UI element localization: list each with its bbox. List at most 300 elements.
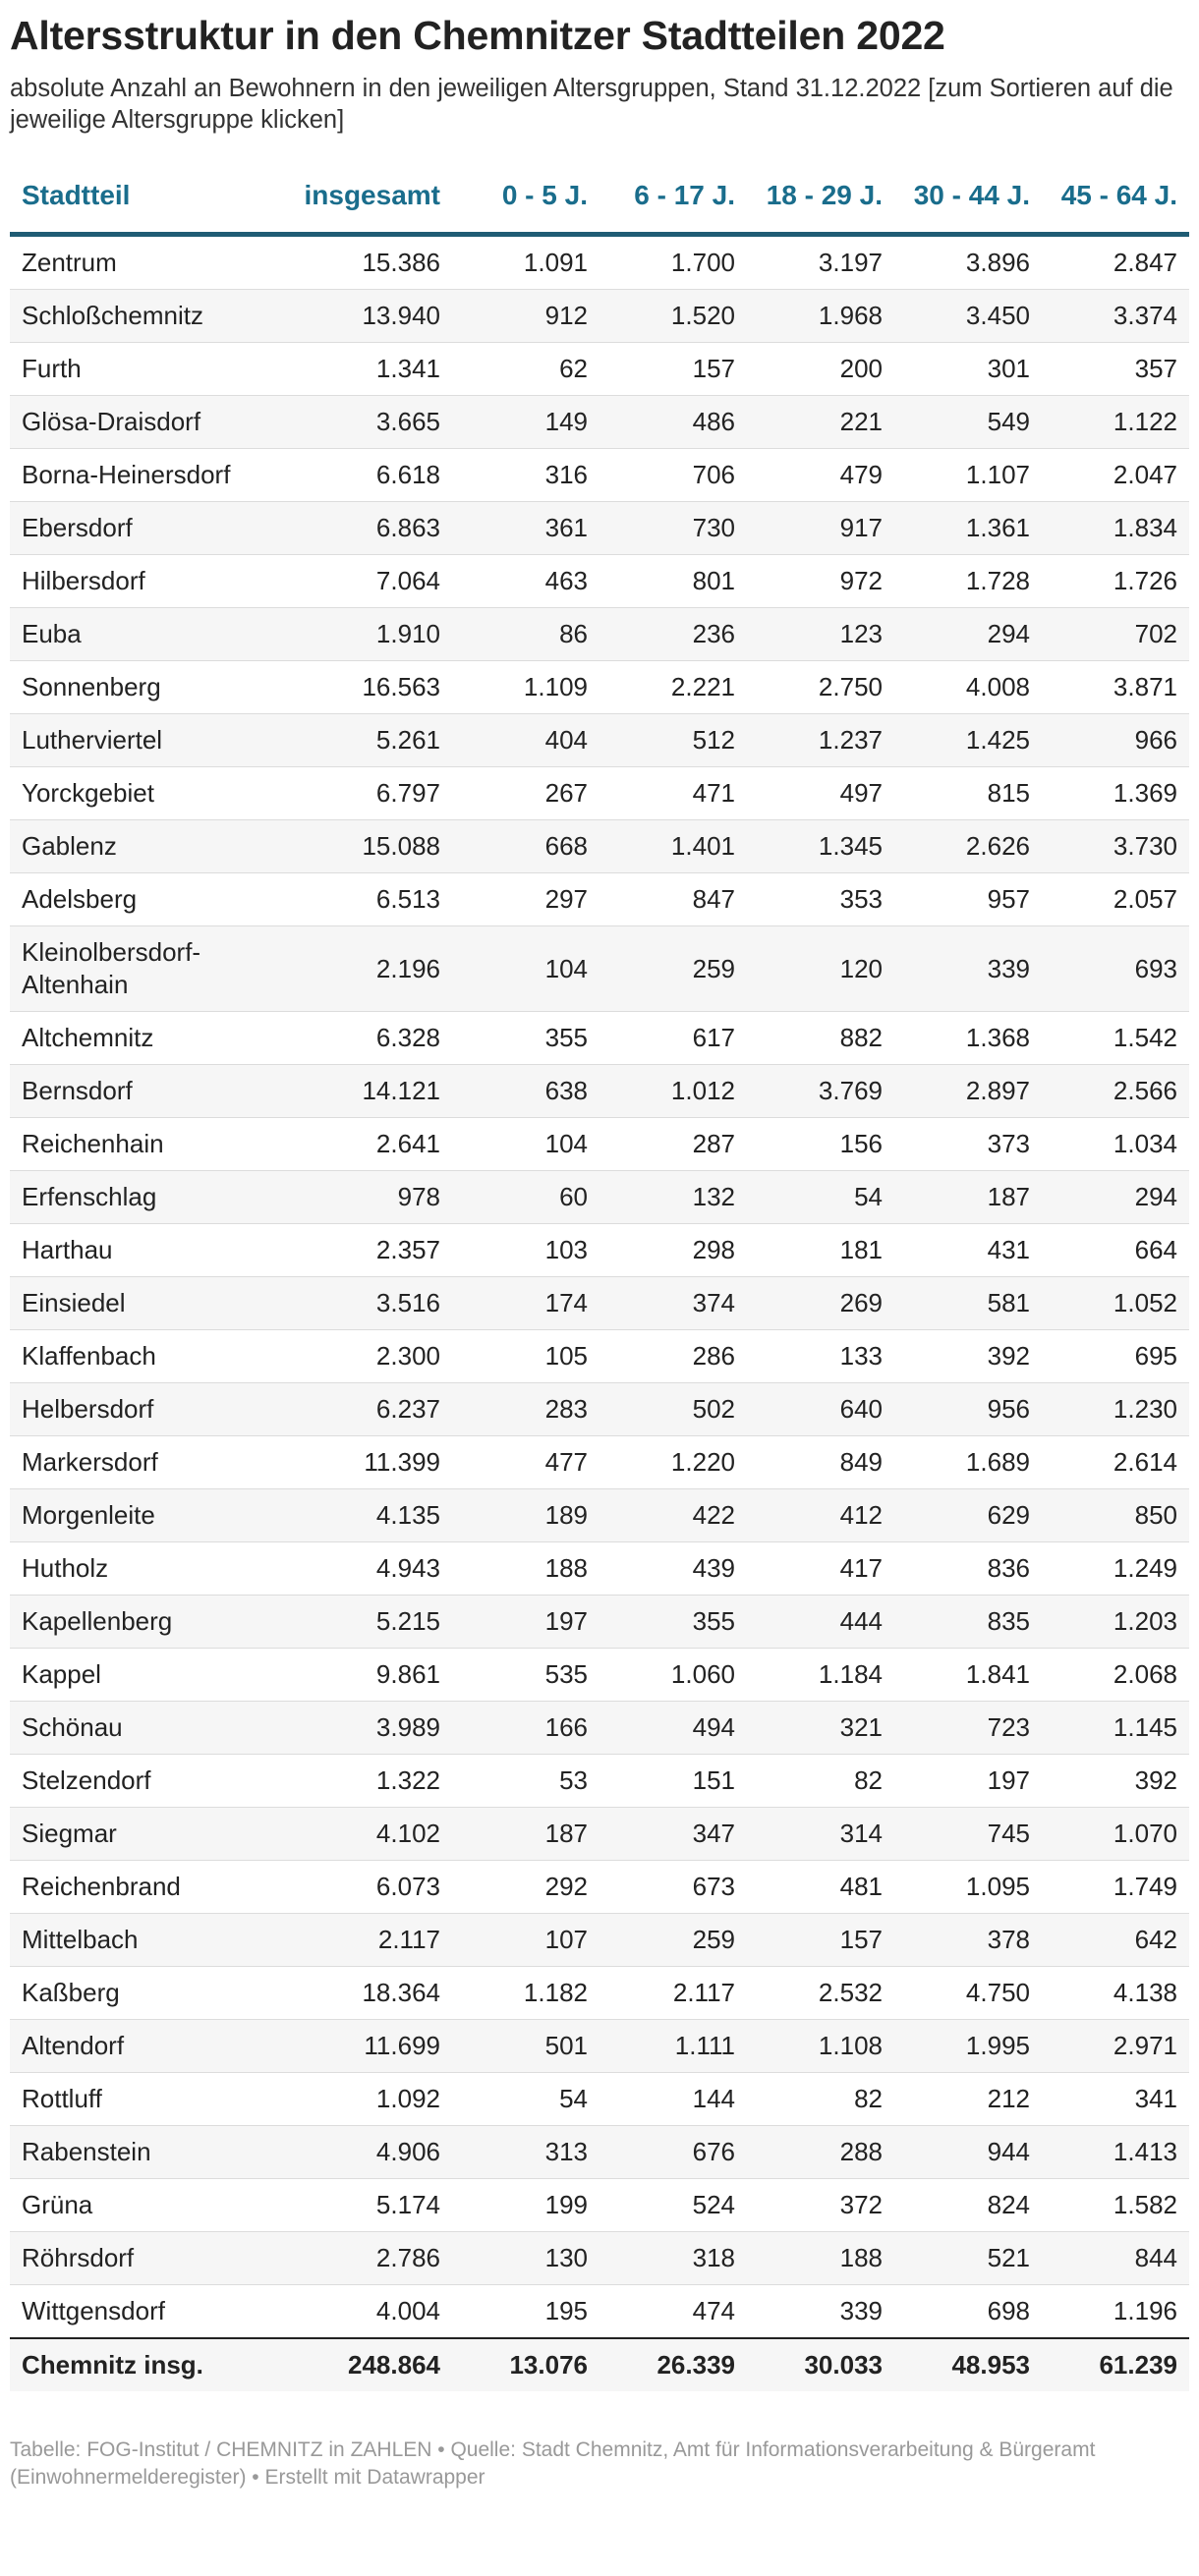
table-cell-value: 422 — [600, 1489, 747, 1542]
table-cell-value: 15.088 — [256, 820, 452, 873]
table-row — [10, 2232, 1189, 2285]
table-cell-value: 431 — [894, 1224, 1042, 1277]
table-cell-value: 212 — [894, 2073, 1042, 2126]
table-cell-value: 355 — [600, 1596, 747, 1649]
table-cell-value: 187 — [452, 1808, 600, 1861]
table-cell-value: 197 — [894, 1755, 1042, 1808]
table-cell-value: 26.339 — [600, 2338, 747, 2391]
table-row — [10, 290, 1189, 343]
table-row — [10, 1596, 1189, 1649]
table-cell-value: 494 — [600, 1702, 747, 1755]
table-cell-value: 1.122 — [1042, 396, 1189, 449]
table-cell-value: 2.221 — [600, 661, 747, 714]
table-cell-stadtteil: Morgenleite — [10, 1489, 256, 1542]
table-cell-value: 3.871 — [1042, 661, 1189, 714]
table-cell-value: 189 — [452, 1489, 600, 1542]
table-cell-value: 521 — [894, 2232, 1042, 2285]
table-cell-value: 1.345 — [747, 820, 894, 873]
table-cell-stadtteil: Borna-Heinersdorf — [10, 449, 256, 502]
table-cell-value: 199 — [452, 2179, 600, 2232]
table-cell-value: 1.145 — [1042, 1702, 1189, 1755]
table-row — [10, 608, 1189, 661]
column-header-6[interactable]: 45 - 64 J. — [1042, 179, 1189, 235]
table-cell-value: 339 — [747, 2285, 894, 2339]
table-cell-value: 673 — [600, 1861, 747, 1914]
table-cell-value: 1.203 — [1042, 1596, 1189, 1649]
table-cell-stadtteil: Kaßberg — [10, 1967, 256, 2020]
chart-subtitle: absolute Anzahl an Bewohnern in den jeweiligen Altersgruppen, Stand 31.12.2022 [zum Sortieren auf die jeweilige Altersgruppe klicken] — [10, 75, 1173, 134]
column-header-0[interactable]: Stadtteil — [10, 179, 256, 235]
table-cell-value: 1.728 — [894, 555, 1042, 608]
table-cell-stadtteil: Furth — [10, 343, 256, 396]
table-cell-value: 477 — [452, 1436, 600, 1489]
table-cell-value: 144 — [600, 2073, 747, 2126]
table-cell-value: 16.563 — [256, 661, 452, 714]
table-cell-value: 640 — [747, 1383, 894, 1436]
table-row — [10, 2179, 1189, 2232]
table-cell-value: 292 — [452, 1861, 600, 1914]
table-cell-value: 3.374 — [1042, 290, 1189, 343]
table-cell-stadtteil: Reichenhain — [10, 1118, 256, 1171]
table-cell-value: 638 — [452, 1065, 600, 1118]
column-header-3[interactable]: 6 - 17 J. — [600, 179, 747, 235]
table-cell-value: 104 — [452, 926, 600, 1012]
table-row — [10, 1171, 1189, 1224]
table-cell-stadtteil: Hilbersdorf — [10, 555, 256, 608]
table-cell-stadtteil: Yorckgebiet — [10, 767, 256, 820]
data-table — [10, 179, 1189, 2391]
table-cell-value: 120 — [747, 926, 894, 1012]
table-cell-value: 4.004 — [256, 2285, 452, 2339]
table-cell-value: 474 — [600, 2285, 747, 2339]
table-cell-value: 2.786 — [256, 2232, 452, 2285]
table-cell-value: 3.896 — [894, 235, 1042, 290]
table-row — [10, 2073, 1189, 2126]
table-row — [10, 820, 1189, 873]
table-cell-stadtteil: Glösa-Draisdorf — [10, 396, 256, 449]
table-cell-value: 956 — [894, 1383, 1042, 1436]
table-cell-value: 944 — [894, 2126, 1042, 2179]
table-cell-stadtteil: Röhrsdorf — [10, 2232, 256, 2285]
table-row — [10, 1649, 1189, 1702]
table-cell-value: 133 — [747, 1330, 894, 1383]
table-cell-value: 1.095 — [894, 1861, 1042, 1914]
table-cell-stadtteil: Lutherviertel — [10, 714, 256, 767]
table-cell-value: 195 — [452, 2285, 600, 2339]
table-cell-value: 5.174 — [256, 2179, 452, 2232]
table-cell-value: 1.237 — [747, 714, 894, 767]
table-cell-value: 2.897 — [894, 1065, 1042, 1118]
table-cell-value: 664 — [1042, 1224, 1189, 1277]
table-cell-stadtteil: Reichenbrand — [10, 1861, 256, 1914]
chart-footer: Tabelle: FOG-Institut / CHEMNITZ in ZAHLEN • Quelle: Stadt Chemnitz, Amt für Informationsverarbeitung & Bürgeramt (Einwohnermelderegister) • Erstellt mit Datawrapper — [10, 2438, 1096, 2489]
table-cell-value: 347 — [600, 1808, 747, 1861]
table-cell-value: 2.047 — [1042, 449, 1189, 502]
table-cell-value: 54 — [747, 1171, 894, 1224]
table-cell-value: 13.076 — [452, 2338, 600, 2391]
table-cell-value: 341 — [1042, 2073, 1189, 2126]
table-cell-value: 104 — [452, 1118, 600, 1171]
table-cell-value: 481 — [747, 1861, 894, 1914]
table-cell-value: 1.184 — [747, 1649, 894, 1702]
table-cell-value: 844 — [1042, 2232, 1189, 2285]
table-cell-value: 361 — [452, 502, 600, 555]
table-cell-value: 972 — [747, 555, 894, 608]
table-cell-value: 103 — [452, 1224, 600, 1277]
table-cell-value: 1.700 — [600, 235, 747, 290]
table-cell-stadtteil: Mittelbach — [10, 1914, 256, 1967]
table-cell-value: 259 — [600, 1914, 747, 1967]
table-cell-value: 4.943 — [256, 1542, 452, 1596]
table-cell-value: 107 — [452, 1914, 600, 1967]
table-cell-value: 581 — [894, 1277, 1042, 1330]
table-cell-value: 321 — [747, 1702, 894, 1755]
table-row — [10, 1702, 1189, 1755]
table-cell-stadtteil: Kappel — [10, 1649, 256, 1702]
table-cell-value: 197 — [452, 1596, 600, 1649]
table-cell-stadtteil: Kleinolbersdorf-Altenhain — [10, 926, 256, 1012]
table-cell-value: 486 — [600, 396, 747, 449]
table-cell-value: 15.386 — [256, 235, 452, 290]
table-cell-value: 642 — [1042, 1914, 1189, 1967]
table-cell-value: 298 — [600, 1224, 747, 1277]
table-cell-stadtteil: Klaffenbach — [10, 1330, 256, 1383]
table-cell-value: 706 — [600, 449, 747, 502]
table-cell-value: 1.220 — [600, 1436, 747, 1489]
table-cell-value: 353 — [747, 873, 894, 926]
table-cell-value: 1.369 — [1042, 767, 1189, 820]
table-cell-value: 912 — [452, 290, 600, 343]
table-cell-stadtteil: Sonnenberg — [10, 661, 256, 714]
table-row — [10, 396, 1189, 449]
table-cell-value: 378 — [894, 1914, 1042, 1967]
table-cell-value: 730 — [600, 502, 747, 555]
table-cell-value: 617 — [600, 1012, 747, 1065]
table-cell-value: 18.364 — [256, 1967, 452, 2020]
chart-title: Altersstruktur in den Chemnitzer Stadtteilen 2022 — [10, 13, 945, 58]
table-cell-value: 2.117 — [600, 1967, 747, 2020]
table-cell-value: 53 — [452, 1755, 600, 1808]
table-cell-value: 3.769 — [747, 1065, 894, 1118]
column-header-2[interactable]: 0 - 5 J. — [452, 179, 600, 235]
table-row — [10, 873, 1189, 926]
table-cell-value: 1.341 — [256, 343, 452, 396]
table-cell-value: 439 — [600, 1542, 747, 1596]
table-row — [10, 1330, 1189, 1383]
table-cell-value: 693 — [1042, 926, 1189, 1012]
column-header-1[interactable]: insgesamt — [256, 179, 452, 235]
table-row — [10, 1967, 1189, 2020]
table-cell-value: 6.797 — [256, 767, 452, 820]
table-cell-value: 676 — [600, 2126, 747, 2179]
table-cell-stadtteil: Siegmar — [10, 1808, 256, 1861]
table-cell-value: 847 — [600, 873, 747, 926]
table-cell-value: 1.401 — [600, 820, 747, 873]
table-cell-value: 882 — [747, 1012, 894, 1065]
table-row — [10, 714, 1189, 767]
table-cell-stadtteil: Helbersdorf — [10, 1383, 256, 1436]
table-cell-value: 4.138 — [1042, 1967, 1189, 2020]
table-cell-stadtteil: Ebersdorf — [10, 502, 256, 555]
table-row — [10, 1383, 1189, 1436]
table-cell-value: 3.989 — [256, 1702, 452, 1755]
table-cell-value: 105 — [452, 1330, 600, 1383]
table-cell-value: 835 — [894, 1596, 1042, 1649]
table-row — [10, 1914, 1189, 1967]
table-cell-value: 1.841 — [894, 1649, 1042, 1702]
table-cell-value: 1.196 — [1042, 2285, 1189, 2339]
table-cell-value: 4.750 — [894, 1967, 1042, 2020]
table-cell-value: 157 — [600, 343, 747, 396]
table-row — [10, 1118, 1189, 1171]
table-cell-value: 357 — [1042, 343, 1189, 396]
table-cell-value: 815 — [894, 767, 1042, 820]
table-cell-value: 123 — [747, 608, 894, 661]
table-cell-stadtteil: Adelsberg — [10, 873, 256, 926]
table-cell-value: 524 — [600, 2179, 747, 2232]
table-cell-value: 2.641 — [256, 1118, 452, 1171]
table-row — [10, 2020, 1189, 2073]
table-cell-value: 2.750 — [747, 661, 894, 714]
table-cell-value: 1.060 — [600, 1649, 747, 1702]
table-cell-value: 156 — [747, 1118, 894, 1171]
table-cell-value: 166 — [452, 1702, 600, 1755]
table-cell-value: 6.328 — [256, 1012, 452, 1065]
table-cell-value: 917 — [747, 502, 894, 555]
table-cell-value: 502 — [600, 1383, 747, 1436]
table-cell-value: 3.730 — [1042, 820, 1189, 873]
table-cell-stadtteil: Grüna — [10, 2179, 256, 2232]
table-cell-stadtteil: Markersdorf — [10, 1436, 256, 1489]
table-cell-value: 3.197 — [747, 235, 894, 290]
table-cell-value: 501 — [452, 2020, 600, 2073]
table-cell-stadtteil: Stelzendorf — [10, 1755, 256, 1808]
table-cell-value: 200 — [747, 343, 894, 396]
table-cell-value: 702 — [1042, 608, 1189, 661]
table-cell-value: 374 — [600, 1277, 747, 1330]
table-cell-value: 5.261 — [256, 714, 452, 767]
table-cell-value: 1.034 — [1042, 1118, 1189, 1171]
table-cell-value: 1.834 — [1042, 502, 1189, 555]
table-cell-value: 287 — [600, 1118, 747, 1171]
table-cell-value: 283 — [452, 1383, 600, 1436]
table-cell-value: 267 — [452, 767, 600, 820]
table-cell-value: 2.626 — [894, 820, 1042, 873]
table-cell-value: 695 — [1042, 1330, 1189, 1383]
table-row — [10, 1224, 1189, 1277]
table-row — [10, 661, 1189, 714]
table-cell-value: 259 — [600, 926, 747, 1012]
table-cell-value: 957 — [894, 873, 1042, 926]
table-cell-value: 9.861 — [256, 1649, 452, 1702]
table-row — [10, 767, 1189, 820]
table-cell-stadtteil: Schönau — [10, 1702, 256, 1755]
table-cell-value: 86 — [452, 608, 600, 661]
column-header-5[interactable]: 30 - 44 J. — [894, 179, 1042, 235]
table-cell-value: 294 — [1042, 1171, 1189, 1224]
table-row — [10, 1065, 1189, 1118]
table-body — [10, 235, 1189, 2392]
table-cell-value: 1.520 — [600, 290, 747, 343]
table-cell-value: 3.516 — [256, 1277, 452, 1330]
table-cell-value: 82 — [747, 2073, 894, 2126]
table-cell-value: 3.665 — [256, 396, 452, 449]
table-row — [10, 555, 1189, 608]
table-cell-value: 2.971 — [1042, 2020, 1189, 2073]
table-cell-value: 549 — [894, 396, 1042, 449]
table-cell-stadtteil: Wittgensdorf — [10, 2285, 256, 2339]
table-cell-value: 1.368 — [894, 1012, 1042, 1065]
table-cell-value: 444 — [747, 1596, 894, 1649]
table-cell-value: 2.196 — [256, 926, 452, 1012]
table-row — [10, 1012, 1189, 1065]
table-cell-value: 269 — [747, 1277, 894, 1330]
table-cell-value: 151 — [600, 1755, 747, 1808]
table-cell-stadtteil: Harthau — [10, 1224, 256, 1277]
table-cell-value: 1.425 — [894, 714, 1042, 767]
table-cell-value: 6.513 — [256, 873, 452, 926]
table-cell-stadtteil: Schloßchemnitz — [10, 290, 256, 343]
table-cell-value: 30.033 — [747, 2338, 894, 2391]
table-row — [10, 926, 1189, 1012]
table-cell-value: 339 — [894, 926, 1042, 1012]
table-row — [10, 1542, 1189, 1596]
table-cell-value: 13.940 — [256, 290, 452, 343]
table-cell-value: 1.249 — [1042, 1542, 1189, 1596]
table-cell-value: 2.357 — [256, 1224, 452, 1277]
table-cell-value: 288 — [747, 2126, 894, 2179]
table-row — [10, 1808, 1189, 1861]
table-cell-value: 629 — [894, 1489, 1042, 1542]
table-cell-value: 6.073 — [256, 1861, 452, 1914]
table-cell-value: 132 — [600, 1171, 747, 1224]
table-cell-value: 14.121 — [256, 1065, 452, 1118]
table-cell-value: 181 — [747, 1224, 894, 1277]
table-cell-value: 1.582 — [1042, 2179, 1189, 2232]
table-cell-value: 1.689 — [894, 1436, 1042, 1489]
table-cell-value: 512 — [600, 714, 747, 767]
table-cell-stadtteil: Chemnitz insg. — [10, 2338, 256, 2391]
table-cell-value: 2.566 — [1042, 1065, 1189, 1118]
table-cell-stadtteil: Einsiedel — [10, 1277, 256, 1330]
table-cell-value: 2.057 — [1042, 873, 1189, 926]
table-cell-value: 2.117 — [256, 1914, 452, 1967]
table-cell-value: 1.413 — [1042, 2126, 1189, 2179]
table-row — [10, 1861, 1189, 1914]
table-cell-value: 471 — [600, 767, 747, 820]
table-cell-value: 1.910 — [256, 608, 452, 661]
table-cell-value: 286 — [600, 1330, 747, 1383]
table-cell-value: 3.450 — [894, 290, 1042, 343]
table-cell-value: 1.091 — [452, 235, 600, 290]
table-cell-value: 130 — [452, 2232, 600, 2285]
table-cell-value: 1.107 — [894, 449, 1042, 502]
table-cell-value: 318 — [600, 2232, 747, 2285]
table-cell-value: 966 — [1042, 714, 1189, 767]
table-cell-value: 1.070 — [1042, 1808, 1189, 1861]
table-cell-value: 1.230 — [1042, 1383, 1189, 1436]
table-cell-value: 417 — [747, 1542, 894, 1596]
table-row — [10, 449, 1189, 502]
table-cell-stadtteil: Kapellenberg — [10, 1596, 256, 1649]
table-cell-value: 1.322 — [256, 1755, 452, 1808]
table-cell-value: 1.109 — [452, 661, 600, 714]
table-cell-stadtteil: Altendorf — [10, 2020, 256, 2073]
table-cell-value: 5.215 — [256, 1596, 452, 1649]
table-cell-value: 4.008 — [894, 661, 1042, 714]
table-row — [10, 2126, 1189, 2179]
table-cell-value: 54 — [452, 2073, 600, 2126]
table-cell-value: 1.995 — [894, 2020, 1042, 2073]
table-cell-value: 313 — [452, 2126, 600, 2179]
table-cell-stadtteil: Zentrum — [10, 235, 256, 290]
table-cell-value: 2.614 — [1042, 1436, 1189, 1489]
table-cell-stadtteil: Euba — [10, 608, 256, 661]
table-cell-value: 301 — [894, 343, 1042, 396]
table-cell-value: 248.864 — [256, 2338, 452, 2391]
table-cell-value: 61.239 — [1042, 2338, 1189, 2391]
table-cell-value: 723 — [894, 1702, 1042, 1755]
table-cell-stadtteil: Erfenschlag — [10, 1171, 256, 1224]
table-cell-value: 463 — [452, 555, 600, 608]
table-cell-value: 849 — [747, 1436, 894, 1489]
table-cell-value: 297 — [452, 873, 600, 926]
table-cell-value: 7.064 — [256, 555, 452, 608]
table-cell-value: 824 — [894, 2179, 1042, 2232]
table-cell-value: 2.532 — [747, 1967, 894, 2020]
table-cell-value: 1.749 — [1042, 1861, 1189, 1914]
table-cell-value: 1.108 — [747, 2020, 894, 2073]
table-cell-value: 157 — [747, 1914, 894, 1967]
table-cell-value: 6.237 — [256, 1383, 452, 1436]
table-cell-value: 188 — [452, 1542, 600, 1596]
table-cell-value: 4.135 — [256, 1489, 452, 1542]
table-cell-value: 4.102 — [256, 1808, 452, 1861]
table-cell-value: 188 — [747, 2232, 894, 2285]
table-cell-value: 1.052 — [1042, 1277, 1189, 1330]
table-cell-value: 6.863 — [256, 502, 452, 555]
table-row — [10, 1489, 1189, 1542]
table-cell-value: 62 — [452, 343, 600, 396]
table-cell-value: 1.182 — [452, 1967, 600, 2020]
table-cell-value: 372 — [747, 2179, 894, 2232]
table-cell-stadtteil: Rottluff — [10, 2073, 256, 2126]
table-cell-value: 745 — [894, 1808, 1042, 1861]
table-cell-value: 1.111 — [600, 2020, 747, 2073]
table-cell-value: 4.906 — [256, 2126, 452, 2179]
table-cell-value: 11.699 — [256, 2020, 452, 2073]
table-cell-value: 392 — [1042, 1755, 1189, 1808]
table-cell-value: 978 — [256, 1171, 452, 1224]
table-cell-value: 236 — [600, 608, 747, 661]
table-cell-value: 412 — [747, 1489, 894, 1542]
table-cell-value: 316 — [452, 449, 600, 502]
table-row — [10, 235, 1189, 290]
table-cell-stadtteil: Altchemnitz — [10, 1012, 256, 1065]
column-header-4[interactable]: 18 - 29 J. — [747, 179, 894, 235]
table-cell-stadtteil: Gablenz — [10, 820, 256, 873]
table-cell-value: 2.847 — [1042, 235, 1189, 290]
table-row — [10, 343, 1189, 396]
table-cell-value: 373 — [894, 1118, 1042, 1171]
table-cell-stadtteil: Bernsdorf — [10, 1065, 256, 1118]
table-cell-value: 174 — [452, 1277, 600, 1330]
table-cell-value: 850 — [1042, 1489, 1189, 1542]
table-cell-value: 535 — [452, 1649, 600, 1702]
table-header-row — [10, 179, 1189, 235]
table-cell-value: 221 — [747, 396, 894, 449]
table-cell-value: 668 — [452, 820, 600, 873]
